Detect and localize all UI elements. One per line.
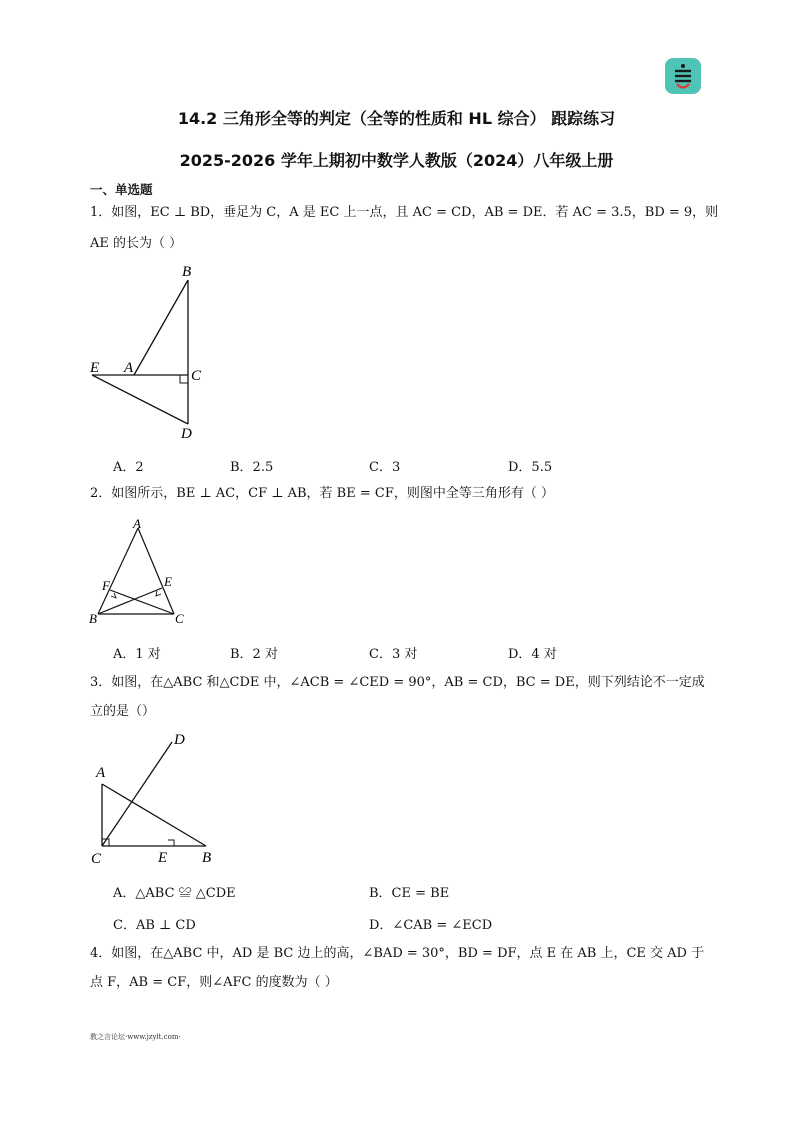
label-c: C (175, 611, 184, 626)
question-1-text-cont: AE 的长为（ ） (90, 236, 183, 251)
segment-cf (110, 590, 174, 614)
right-angle-mark-f (111, 593, 116, 598)
segment-ed (92, 375, 188, 424)
label-a: A (96, 765, 106, 781)
question-3-figure (86, 730, 226, 870)
page-subtitle: 2025-2026 学年上期初中数学人教版（2024）八年级上册 (179, 151, 614, 170)
label-d: D (174, 732, 185, 748)
question-1-text: 1．如图，EC ⊥ BD，垂足为 C，A 是 EC 上一点，且 AC = CD，AB = DE．若 AC = 3.5，BD = 9，则 (90, 205, 719, 220)
segment-ab (98, 528, 138, 614)
question-2-figure (86, 516, 196, 628)
question-1-figure (86, 262, 216, 444)
q2-option-a[interactable]: A．1 对 (113, 647, 161, 662)
q3-option-a[interactable]: A．△ABC ≌ △CDE (113, 886, 236, 901)
right-angle-mark (180, 375, 188, 383)
q1-option-a[interactable]: A．2 (113, 460, 144, 475)
label-d: D (181, 426, 192, 442)
q3-option-c[interactable]: C．AB ⊥ CD (113, 918, 196, 933)
page-footer: 教之言论坛·www.jzylt.com· (90, 1033, 181, 1041)
label-e: E (158, 850, 168, 866)
label-a: A (133, 516, 141, 531)
q2-option-d[interactable]: D．4 对 (508, 647, 557, 662)
section-heading: 一、单选题 (90, 182, 153, 197)
label-b: B (89, 611, 97, 626)
label-e: E (90, 360, 100, 376)
q1-option-d[interactable]: D．5.5 (508, 460, 553, 475)
right-angle-mark-e (156, 591, 161, 596)
question-4-text-cont: 点 F，AB = CF，则∠AFC 的度数为（ ） (90, 975, 338, 990)
segment-ac (138, 528, 174, 614)
question-4-text: 4．如图，在△ABC 中，AD 是 BC 边上的高，∠BAD = 30°，BD = DF，点 E 在 AB 上，CE 交 AD 于 (90, 946, 705, 961)
label-e: E (164, 574, 172, 589)
q1-option-c[interactable]: C．3 (369, 460, 401, 475)
question-3-text-cont: 立的是（） (90, 704, 156, 719)
q2-option-c[interactable]: C．3 对 (369, 647, 418, 662)
q3-option-b[interactable]: B．CE = BE (369, 886, 450, 901)
question-2-text: 2．如图所示，BE ⊥ AC，CF ⊥ AB，若 BE = CF，则图中全等三角形有（ ） (90, 486, 554, 501)
segment-ab (134, 280, 188, 375)
label-f: F (102, 578, 110, 593)
question-3-text: 3．如图，在△ABC 和△CDE 中，∠ACB = ∠CED = 90°，AB = CD，BC = DE，则下列结论不一定成 (90, 675, 705, 690)
label-c: C (191, 368, 202, 384)
label-b: B (182, 264, 192, 280)
label-b: B (202, 850, 212, 866)
app-logo-icon (665, 58, 701, 94)
q2-option-b[interactable]: B．2 对 (230, 647, 278, 662)
q3-option-d[interactable]: D．∠CAB = ∠ECD (369, 918, 493, 933)
q1-option-b[interactable]: B．2.5 (230, 460, 274, 475)
label-a: A (124, 360, 134, 376)
label-c: C (91, 851, 102, 867)
segment-cd (102, 742, 172, 846)
segment-ab (102, 784, 206, 846)
right-angle-mark-e (168, 840, 174, 846)
page-title: 14.2 三角形全等的判定（全等的性质和 HL 综合） 跟踪练习 (177, 109, 616, 128)
